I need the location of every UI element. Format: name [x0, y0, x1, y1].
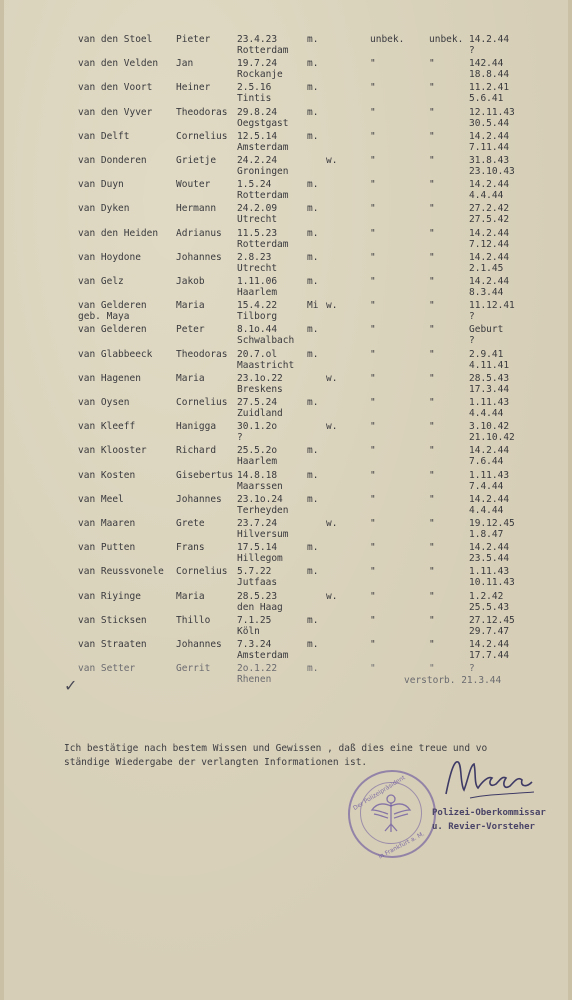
entry-row [4, 445, 568, 469]
signature-title-2: u. Revier-Vorsteher [432, 822, 535, 832]
entry-date-to: 7.11.44 [469, 141, 510, 153]
entry-column-1: " [370, 58, 376, 70]
entry-birth-date: 7.1.25 [237, 614, 272, 626]
entry-first-name: Theodoras [176, 106, 228, 118]
entry-column-1: " [370, 324, 376, 336]
entry-column-2: " [429, 130, 435, 142]
entry-date-to: 1.8.47 [469, 529, 504, 540]
entry-birth-date: 2o.1.22 [237, 663, 278, 675]
entry-date-from: 3.10.42 [469, 421, 510, 433]
entry-birth-date: 23.4.23 [237, 34, 278, 45]
entry-column-2: " [429, 203, 435, 215]
entry-first-name: Hermann [176, 203, 217, 215]
entry-date-from: 14.2.44 [469, 34, 510, 45]
entry-date-from: 14.2.44 [469, 251, 510, 263]
entry-birth-place: Jutfaas [237, 577, 278, 589]
entry-sex: m. [307, 469, 319, 481]
entry-row [4, 58, 568, 82]
entry-sex: m. [307, 251, 319, 263]
entry-birth-date: 20.7.ol [237, 348, 278, 360]
entry-column-2: " [429, 276, 435, 287]
entry-date-from: 28.5.43 [469, 372, 510, 384]
entry-surname: van den Velden [78, 58, 159, 70]
entry-date-from: 1.11.43 [469, 469, 510, 481]
entry-date-to: 4.4.44 [469, 408, 504, 419]
entry-birth-date: 24.2.09 [237, 203, 278, 215]
entry-column-2: " [429, 324, 435, 336]
entry-date-from: 142.44 [469, 58, 504, 70]
entry-column-1: " [370, 82, 376, 94]
entry-sex-female: w. [326, 518, 338, 529]
entry-date-from: ? [469, 663, 475, 675]
entry-surname: van Meel [78, 493, 124, 505]
entry-first-name: Gisebertus [176, 469, 234, 481]
entry-date-from: 14.2.44 [469, 227, 510, 239]
entry-date-from: 11.2.41 [469, 82, 510, 94]
entry-column-1: " [370, 518, 376, 529]
entry-surname: van Hoydone [78, 251, 141, 263]
entry-column-1: " [370, 663, 376, 675]
entry-first-name: Richard [176, 445, 217, 457]
entry-row [4, 300, 568, 324]
entry-column-2: " [429, 663, 435, 675]
entry-birth-place: Utrecht [237, 262, 278, 274]
entry-date-to: 7.4.44 [469, 480, 504, 492]
entry-column-1: " [370, 566, 376, 578]
entry-surname: van den Stoel [78, 34, 153, 45]
entry-date-from: 14.2.44 [469, 445, 510, 457]
entry-first-name: Frans [176, 542, 205, 554]
entry-row [4, 155, 568, 179]
entry-column-2: " [429, 179, 435, 191]
entry-row [4, 349, 568, 373]
entry-birth-place: Breskens [237, 383, 283, 395]
entry-first-name: Wouter [176, 179, 211, 191]
entry-row [4, 276, 568, 300]
entry-column-2: " [429, 566, 435, 578]
entry-first-name: Thillo [176, 614, 211, 626]
entry-birth-place: Groningen [237, 166, 289, 177]
entry-row [4, 252, 568, 276]
entry-birth-place: Rotterdam [237, 190, 289, 202]
entry-row [4, 107, 568, 131]
entry-sex: m. [307, 106, 319, 118]
entry-date-from: 14.2.44 [469, 179, 510, 191]
entry-row [4, 34, 568, 58]
entry-date-from: 14.2.44 [469, 130, 510, 142]
entry-date-to: 29.7.47 [469, 625, 510, 637]
entry-date-to: 10.11.43 [469, 577, 515, 589]
entry-column-1: " [370, 251, 376, 263]
entry-row [4, 82, 568, 106]
entry-column-1: " [370, 300, 376, 312]
entry-birth-place: Utrecht [237, 214, 278, 226]
entry-sex-female: w. [326, 155, 338, 166]
entry-date-to: 25.5.43 [469, 601, 510, 613]
entry-birth-place: Schwalbach [237, 335, 295, 347]
entry-sex: m. [307, 542, 319, 554]
entry-column-1: " [370, 203, 376, 215]
entry-birth-date: 23.1o.24 [237, 493, 283, 505]
entry-birth-date: 14.8.18 [237, 469, 278, 481]
entry-sex: m. [307, 130, 319, 142]
entry-birth-date: 12.5.14 [237, 130, 278, 142]
entry-first-name: Jan [176, 58, 194, 70]
stamp-ring-text-top: Der Polizeipräsident [352, 774, 407, 812]
entry-column-2: " [429, 614, 435, 626]
entry-column-1: " [370, 590, 376, 602]
entry-date-to: verstorb. 21.3.44 [404, 675, 502, 687]
entry-first-name: Maria [176, 300, 205, 312]
entry-column-2: " [429, 518, 435, 529]
entry-birth-place: Maarssen [237, 480, 283, 492]
entry-birth-place: Zuidland [237, 408, 283, 419]
entry-surname: van Duyn [78, 179, 124, 191]
entry-row [4, 228, 568, 252]
entry-surname: van den Heiden [78, 227, 159, 239]
entry-birth-date: 28.5.23 [237, 590, 278, 602]
entry-date-from: 1.2.42 [469, 590, 504, 602]
entry-surname: van Kleeff [78, 421, 136, 433]
entry-date-to: 17.3.44 [469, 383, 510, 395]
entry-birth-place: Rotterdam [237, 45, 289, 56]
entry-birth-place: Rhenen [237, 674, 272, 686]
entry-sex: m. [307, 34, 319, 45]
entry-column-2: " [429, 251, 435, 263]
stamp-ring-text-bottom: in Frankfurt a. M. [377, 830, 426, 861]
entry-date-to: ? [469, 335, 475, 347]
entry-row [4, 179, 568, 203]
entry-date-from: 19.12.45 [469, 518, 515, 529]
entry-first-name: Cornelius [176, 566, 228, 578]
entry-surname: van Glabbeeck [78, 348, 153, 360]
entry-surname: van Klooster [78, 445, 147, 457]
entry-sex: m. [307, 276, 319, 287]
entry-surname: van Sticksen [78, 614, 147, 626]
entry-birth-place: Rockanje [237, 69, 283, 81]
entry-date-to: 4.11.41 [469, 359, 510, 371]
entry-date-to: ? [469, 311, 475, 323]
entry-date-from: 27.12.45 [469, 614, 515, 626]
entry-first-name: Adrianus [176, 227, 222, 239]
entry-column-2: " [429, 445, 435, 457]
entry-surname: van Oysen [78, 397, 130, 408]
entry-date-to: ? [469, 45, 475, 56]
entry-surname: van Setter [78, 663, 136, 675]
entry-sex: m. [307, 227, 319, 239]
entry-birth-date: 17.5.14 [237, 542, 278, 554]
entry-sex-female: w. [326, 590, 338, 602]
entry-column-1: " [370, 155, 376, 166]
entry-birth-date: 8.1o.44 [237, 324, 278, 336]
certification-line-1: Ich bestätige nach bestem Wissen und Gewissen , daß dies eine treue und vo [64, 743, 488, 754]
entry-row [4, 663, 568, 687]
document-page [4, 0, 568, 1000]
entry-column-2: " [429, 106, 435, 118]
entry-date-from: 14.2.44 [469, 276, 510, 287]
entry-row [4, 518, 568, 542]
entry-column-1: " [370, 106, 376, 118]
entry-column-1: " [370, 639, 376, 650]
entry-sex-female: w. [326, 300, 338, 312]
signature-title-1: Polizei-Oberkommissar [432, 808, 546, 818]
entry-birth-date: 2.5.16 [237, 82, 272, 94]
entry-first-name: Johannes [176, 251, 222, 263]
entry-column-1: " [370, 397, 376, 408]
entry-first-name: Maria [176, 372, 205, 384]
entry-row [4, 591, 568, 615]
entry-date-to: 21.10.42 [469, 432, 515, 444]
entry-birth-place: Hillegom [237, 553, 283, 565]
entry-sex: m. [307, 348, 319, 360]
entry-first-name: Maria [176, 590, 205, 602]
handwritten-signature [440, 754, 540, 802]
entry-surname: van Gelderen [78, 324, 147, 336]
entry-birth-place: Hilversum [237, 529, 289, 540]
entry-column-2: " [429, 493, 435, 505]
entry-date-to: 30.5.44 [469, 117, 510, 129]
entry-column-2: " [429, 82, 435, 94]
entry-birth-date: 2.8.23 [237, 251, 272, 263]
entry-column-1: " [370, 348, 376, 360]
entry-row [4, 131, 568, 155]
entry-column-1: " [370, 421, 376, 433]
entry-row [4, 494, 568, 518]
entry-row [4, 615, 568, 639]
entry-row [4, 373, 568, 397]
entry-column-1: " [370, 469, 376, 481]
entry-first-name: Pieter [176, 34, 211, 45]
entry-column-1: " [370, 130, 376, 142]
entry-date-from: 12.11.43 [469, 106, 515, 118]
entry-first-name: Johannes [176, 493, 222, 505]
entry-date-from: 11.12.41 [469, 300, 515, 312]
entry-column-2: " [429, 469, 435, 481]
entry-first-name: Heiner [176, 82, 211, 94]
entry-birth-place: Terheyden [237, 504, 289, 516]
entry-birth-date: 23.7.24 [237, 518, 278, 529]
entry-column-2: " [429, 421, 435, 433]
entry-column-2: " [429, 300, 435, 312]
entry-column-1: " [370, 179, 376, 191]
entry-birth-date: 29.8.24 [237, 106, 278, 118]
entry-column-2: " [429, 155, 435, 166]
entry-birth-place: Amsterdam [237, 650, 289, 661]
entry-surname: van Gelz [78, 276, 124, 287]
entry-surname: van Straaten [78, 639, 147, 650]
entry-sex: Mi [307, 300, 319, 312]
entry-row [4, 324, 568, 348]
entry-first-name: Peter [176, 324, 205, 336]
entry-surname: van Kosten [78, 469, 136, 481]
entry-date-to: 27.5.42 [469, 214, 510, 226]
entry-row [4, 639, 568, 663]
entry-surname: van Riyinge [78, 590, 141, 602]
entry-birth-place: Tilborg [237, 311, 278, 323]
entry-date-from: 14.2.44 [469, 639, 510, 650]
entry-column-1: unbek. [370, 34, 405, 45]
entry-birth-place: Haarlem [237, 287, 278, 298]
entry-surname: van Donderen [78, 155, 147, 166]
entry-date-to: 5.6.41 [469, 93, 504, 105]
entry-surname: van Dyken [78, 203, 130, 215]
entry-first-name: Cornelius [176, 130, 228, 142]
entry-birth-date: 1.11.06 [237, 276, 278, 287]
certification-line-2: ständige Wiedergabe der verlangten Informationen ist. [64, 757, 368, 768]
entry-birth-place: Amsterdam [237, 141, 289, 153]
entry-date-to: 23.5.44 [469, 553, 510, 565]
entry-row [4, 542, 568, 566]
entry-surname: van Putten [78, 542, 136, 554]
entry-date-to: 7.6.44 [469, 456, 504, 468]
entry-date-to: 17.7.44 [469, 650, 510, 661]
entry-column-1: " [370, 276, 376, 287]
entry-date-from: 31.8.43 [469, 155, 510, 166]
entry-first-name: Theodoras [176, 348, 228, 360]
entry-surname: van den Voort [78, 82, 153, 94]
entry-surname: van den Vyver [78, 106, 153, 118]
entry-sex: m. [307, 445, 319, 457]
entry-date-from: 1.11.43 [469, 566, 510, 578]
entry-row [4, 470, 568, 494]
entry-sex: m. [307, 639, 319, 650]
entry-birth-place: Köln [237, 625, 260, 637]
entry-date-from: 2.9.41 [469, 348, 504, 360]
entry-date-to: 8.3.44 [469, 287, 504, 298]
entry-sex-female: w. [326, 421, 338, 433]
entry-column-2: " [429, 227, 435, 239]
entry-sex-female: w. [326, 372, 338, 384]
entry-sex: m. [307, 58, 319, 70]
entry-row [4, 203, 568, 227]
entry-surname: van Reussvonele [78, 566, 164, 578]
entry-birth-date: 30.1.2o [237, 421, 278, 433]
entry-surname: van Maaren [78, 518, 136, 529]
entry-surname: van Hagenen [78, 372, 141, 384]
entry-sex: m. [307, 203, 319, 215]
police-stamp [348, 770, 436, 861]
entry-date-to: 2.1.45 [469, 262, 504, 274]
entry-birth-place: ? [237, 432, 243, 444]
entry-birth-date: 7.3.24 [237, 639, 272, 650]
entry-first-name: Grietje [176, 155, 217, 166]
entry-surname: van Delft [78, 130, 130, 142]
entry-birth-place: den Haag [237, 601, 283, 613]
entry-birth-date: 25.5.2o [237, 445, 278, 457]
entry-date-to: 23.10.43 [469, 166, 515, 177]
entry-birth-date: 5.7.22 [237, 566, 272, 578]
entry-column-1: " [370, 493, 376, 505]
entry-first-name: Grete [176, 518, 205, 529]
entry-first-name: Jakob [176, 276, 205, 287]
entry-birth-date: 24.2.24 [237, 155, 278, 166]
entry-birth-place: Maastricht [237, 359, 295, 371]
entry-date-from: 1.11.43 [469, 397, 510, 408]
entry-birth-place: Oegstgast [237, 117, 289, 129]
entry-column-2: " [429, 590, 435, 602]
entry-column-2: " [429, 372, 435, 384]
entry-column-1: " [370, 227, 376, 239]
entry-date-to: 7.12.44 [469, 238, 510, 250]
entry-surname-maiden: geb. Maya [78, 311, 130, 323]
entry-first-name: Johannes [176, 639, 222, 650]
entry-column-2: unbek. [429, 34, 464, 45]
entry-column-2: " [429, 639, 435, 650]
entry-date-from: Geburt [469, 324, 504, 336]
entry-birth-date: 15.4.22 [237, 300, 278, 312]
entry-row [4, 566, 568, 590]
entry-first-name: Cornelius [176, 397, 228, 408]
entry-column-1: " [370, 445, 376, 457]
entry-sex: m. [307, 82, 319, 94]
entry-birth-date: 19.7.24 [237, 58, 278, 70]
entry-column-2: " [429, 58, 435, 70]
entry-date-to: 18.8.44 [469, 69, 510, 81]
entry-sex: m. [307, 663, 319, 675]
entry-column-1: " [370, 614, 376, 626]
entry-date-from: 14.2.44 [469, 542, 510, 554]
entry-sex: m. [307, 566, 319, 578]
entry-birth-date: 11.5.23 [237, 227, 278, 239]
entry-birth-date: 27.5.24 [237, 397, 278, 408]
entry-sex: m. [307, 324, 319, 336]
entry-column-1: " [370, 542, 376, 554]
entry-sex: m. [307, 179, 319, 191]
entry-sex: m. [307, 493, 319, 505]
entry-birth-date: 1.5.24 [237, 179, 272, 191]
entry-row [4, 397, 568, 421]
entry-column-2: " [429, 348, 435, 360]
entry-column-2: " [429, 397, 435, 408]
entry-birth-place: Rotterdam [237, 238, 289, 250]
entry-column-2: " [429, 542, 435, 554]
entry-first-name: Hanigga [176, 421, 217, 433]
entry-date-from: 27.2.42 [469, 203, 510, 215]
check-mark-icon: ✓ [64, 676, 78, 695]
entry-date-from: 14.2.44 [469, 493, 510, 505]
entry-first-name: Gerrit [176, 663, 211, 675]
entry-sex: m. [307, 614, 319, 626]
entry-birth-place: Tintis [237, 93, 272, 105]
entry-birth-date: 23.1o.22 [237, 372, 283, 384]
entry-birth-place: Haarlem [237, 456, 278, 468]
entry-sex: m. [307, 397, 319, 408]
entry-surname: van Gelderen [78, 300, 147, 312]
entry-row [4, 421, 568, 445]
entry-column-1: " [370, 372, 376, 384]
entry-date-to: 4.4.44 [469, 190, 504, 202]
entry-date-to: 4.4.44 [469, 504, 504, 516]
